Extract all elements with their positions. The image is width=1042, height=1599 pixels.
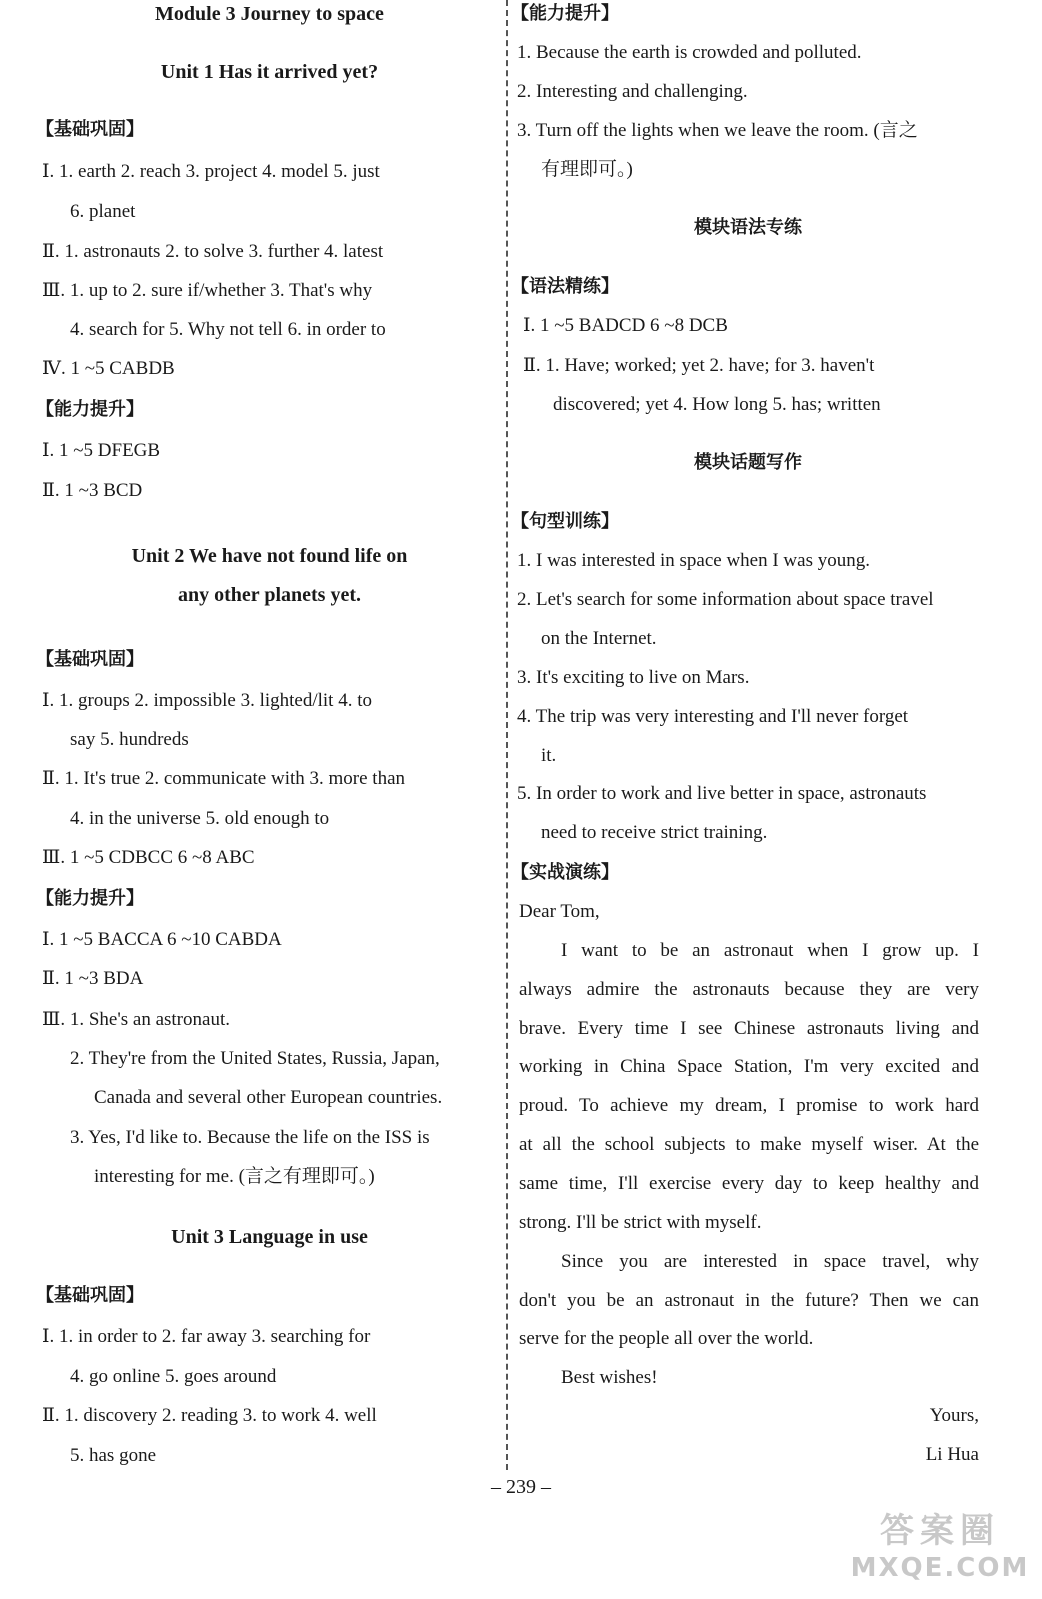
answer-line: Ⅰ. 1. in order to 2. far away 3. searching for bbox=[42, 1326, 371, 1347]
answer-line: interesting for me. (言之有理即可。) bbox=[94, 1166, 375, 1187]
letter-line: at all the school subjects to make myself wiser. At the bbox=[519, 1134, 979, 1155]
letter-line: same time, I'll exercise every day to keep healthy and bbox=[519, 1173, 979, 1194]
answer-line: 5. has gone bbox=[70, 1445, 157, 1466]
letter-line: strong. I'll be strict with myself. bbox=[519, 1212, 762, 1233]
column-divider bbox=[506, 0, 508, 1470]
answer-line: Ⅱ. 1 ~3 BDA bbox=[42, 968, 144, 989]
section-header: 【基础巩固】 bbox=[36, 649, 144, 670]
answer-line: Ⅰ. 1 ~5 DFEGB bbox=[42, 440, 161, 461]
watermark-url: MXQE.COM bbox=[850, 1553, 1030, 1583]
answer-line: it. bbox=[541, 745, 557, 766]
letter-line: Since you are interested in space travel, why bbox=[561, 1251, 979, 1272]
answer-line: say 5. hundreds bbox=[70, 729, 189, 750]
module-title: Module 3 Journey to space bbox=[155, 3, 384, 25]
answer-line: Canada and several other European countries. bbox=[94, 1087, 443, 1108]
section-header: 【基础巩固】 bbox=[36, 1285, 144, 1306]
answer-line: Ⅱ. 1. Have; worked; yet 2. have; for 3. haven't bbox=[523, 355, 875, 376]
unit1-title: Unit 1 Has it arrived yet? bbox=[160, 61, 379, 83]
answer-line: 6. planet bbox=[70, 201, 136, 222]
unit2-title-continued: any other planets yet. bbox=[178, 584, 361, 606]
page-number: – 239 – bbox=[491, 1476, 551, 1498]
section-header: 【基础巩固】 bbox=[36, 119, 144, 140]
section-header: 【实战演练】 bbox=[511, 862, 619, 883]
answer-line: 有理即可。) bbox=[541, 159, 633, 180]
answer-line: 3. Yes, I'd like to. Because the life on the ISS is bbox=[70, 1127, 430, 1148]
answer-line: Ⅱ. 1 ~3 BCD bbox=[42, 480, 143, 501]
answer-line: 4. in the universe 5. old enough to bbox=[70, 808, 330, 829]
unit2-title: Unit 2 We have not found life on bbox=[131, 545, 408, 567]
letter-yours: Yours, bbox=[929, 1405, 979, 1426]
answer-line: Ⅱ. 1. discovery 2. reading 3. to work 4. well bbox=[42, 1405, 377, 1426]
letter-line: serve for the people all over the world. bbox=[519, 1328, 814, 1349]
writing-section-title: 模块话题写作 bbox=[694, 452, 802, 473]
watermark-text: 答案圈 bbox=[880, 1511, 1000, 1551]
answer-line: 2. Interesting and challenging. bbox=[517, 81, 748, 102]
answer-line: 3. It's exciting to live on Mars. bbox=[517, 667, 750, 688]
answer-line: Ⅲ. 1. She's an astronaut. bbox=[42, 1009, 230, 1030]
answer-line: Ⅰ. 1. groups 2. impossible 3. lighted/lit 4. to bbox=[42, 690, 372, 711]
answer-line: 3. Turn off the lights when we leave the room. (言之 bbox=[517, 120, 918, 141]
letter-line: don't you be an astronaut in the future? Then we can bbox=[519, 1290, 979, 1311]
answer-line: 4. The trip was very interesting and I'll never forget bbox=[517, 706, 909, 727]
section-header: 【能力提升】 bbox=[36, 399, 144, 420]
letter-line: brave. Every time I see Chinese astronauts living and bbox=[519, 1018, 979, 1039]
answer-line: 1. I was interested in space when I was young. bbox=[517, 550, 870, 571]
answer-line: Ⅳ. 1 ~5 CABDB bbox=[42, 358, 175, 379]
unit3-title: Unit 3 Language in use bbox=[171, 1226, 368, 1248]
watermark-logo bbox=[850, 1509, 1030, 1589]
answer-line: Ⅱ. 1. astronauts 2. to solve 3. further 4. latest bbox=[42, 241, 384, 262]
answer-line: need to receive strict training. bbox=[541, 822, 768, 843]
letter-closing: Best wishes! bbox=[561, 1367, 658, 1388]
answer-line: 1. Because the earth is crowded and polluted. bbox=[517, 42, 862, 63]
letter-line: working in China Space Station, I'm very excited and bbox=[519, 1056, 979, 1077]
section-header: 【句型训练】 bbox=[511, 511, 619, 532]
grammar-section-title: 模块语法专练 bbox=[694, 217, 802, 238]
answer-line: 2. Let's search for some information about space travel bbox=[517, 589, 934, 610]
answer-line: 2. They're from the United States, Russia, Japan, bbox=[70, 1048, 440, 1069]
answer-line: on the Internet. bbox=[541, 628, 657, 649]
letter-salutation: Dear Tom, bbox=[519, 901, 600, 922]
letter-signature: Li Hua bbox=[925, 1444, 979, 1465]
answer-line: Ⅲ. 1. up to 2. sure if/whether 3. That's why bbox=[42, 280, 373, 301]
answer-line: Ⅰ. 1 ~5 BACCA 6 ~10 CABDA bbox=[42, 929, 282, 950]
answer-line: Ⅰ. 1. earth 2. reach 3. project 4. model 5. just bbox=[42, 161, 380, 182]
answer-line: Ⅱ. 1. It's true 2. communicate with 3. more than bbox=[42, 768, 406, 789]
letter-line: always admire the astronauts because they are very bbox=[519, 979, 979, 1000]
section-header: 【能力提升】 bbox=[36, 888, 144, 909]
answer-line: 4. go online 5. goes around bbox=[70, 1366, 277, 1387]
letter-line: I want to be an astronaut when I grow up. I bbox=[561, 940, 979, 961]
letter-line: proud. To achieve my dream, I promise to work hard bbox=[519, 1095, 979, 1116]
answer-line: 4. search for 5. Why not tell 6. in order to bbox=[70, 319, 386, 340]
answer-line: Ⅲ. 1 ~5 CDBCC 6 ~8 ABC bbox=[42, 847, 255, 868]
section-header: 【能力提升】 bbox=[511, 3, 619, 24]
section-header: 【语法精练】 bbox=[511, 276, 619, 297]
answer-line: 5. In order to work and live better in space, astronauts bbox=[517, 783, 927, 804]
answer-line: discovered; yet 4. How long 5. has; written bbox=[553, 394, 881, 415]
answer-line: Ⅰ. 1 ~5 BADCD 6 ~8 DCB bbox=[523, 315, 728, 336]
